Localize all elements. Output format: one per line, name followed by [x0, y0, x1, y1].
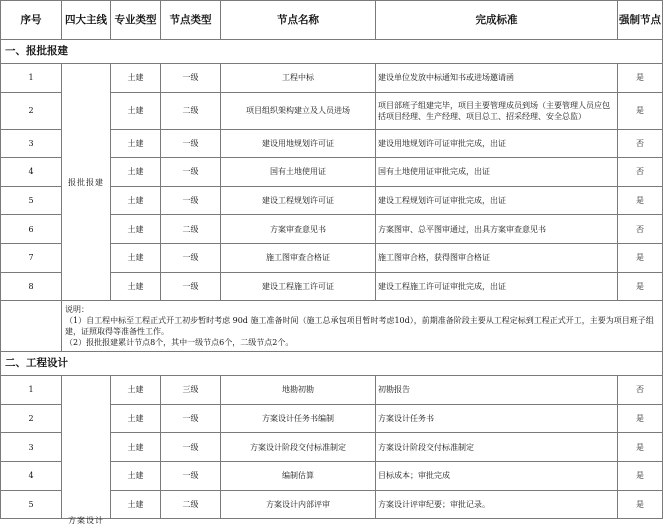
- cell-node-type: 一级: [161, 433, 221, 462]
- cell-main-line: 报批报建: [62, 64, 111, 301]
- cell-specialty: 土建: [111, 215, 161, 244]
- cell-node-name: 建设用地规划许可证: [221, 129, 376, 158]
- cell-node-name: 方案设计内部评审: [221, 490, 376, 519]
- cell-node-name: 方案设计任务书编制: [221, 404, 376, 433]
- cell-standard: 方案设计阶段交付标准制定: [376, 433, 618, 462]
- header-standard: 完成标准: [376, 1, 618, 40]
- cell-specialty: 土建: [111, 490, 161, 519]
- cell-standard: 建设工程施工许可证审批完成，出证: [376, 272, 618, 301]
- cell-seq: 7: [1, 243, 62, 272]
- cell-seq: 1: [1, 64, 62, 93]
- cell-mandatory: 否: [618, 129, 663, 158]
- header-seq: 序号: [1, 1, 62, 40]
- cell-standard: 方案图审、总平图审通过，出具方案审查意见书: [376, 215, 618, 244]
- cell-node-type: 一级: [161, 129, 221, 158]
- cell-node-name: 项目组织架构建立及人员进场: [221, 92, 376, 129]
- cell-seq: 5: [1, 186, 62, 215]
- cell-standard: 施工图审合格，获得图审合格证: [376, 243, 618, 272]
- cell-node-type: 二级: [161, 92, 221, 129]
- cell-node-name: 方案审查意见书: [221, 215, 376, 244]
- cell-standard: 建设用地规划许可证审批完成，出证: [376, 129, 618, 158]
- section-title: 二、工程设计: [1, 352, 663, 376]
- cell-specialty: 土建: [111, 433, 161, 462]
- table-row: [1, 376, 663, 405]
- cell-mandatory: 是: [618, 64, 663, 93]
- cell-seq: 3: [1, 433, 62, 462]
- header-row: [1, 1, 663, 40]
- cell-specialty: 土建: [111, 376, 161, 405]
- cell-standard: 项目部班子组建完毕，项目主要管理成员到场（主要管理人员应包括项目经理、生产经理、项目总工、招采经理、安全总监）: [376, 92, 618, 129]
- cell-standard: 目标成本；审批完成: [376, 461, 618, 490]
- cell-specialty: 土建: [111, 64, 161, 93]
- cell-specialty: 土建: [111, 461, 161, 490]
- cell-node-name: 建设工程规划许可证: [221, 186, 376, 215]
- cell-seq: 3: [1, 129, 62, 158]
- note-line-2: （2）报批报建累计节点8个，其中一级节点6个，二级节点2个。: [65, 338, 294, 348]
- cell-specialty: 土建: [111, 92, 161, 129]
- cell-main-line: [62, 376, 111, 525]
- cell-standard: 建设单位发放中标通知书或进场邀请函: [376, 64, 618, 93]
- cell-node-type: 一级: [161, 272, 221, 301]
- cell-mandatory: 是: [618, 186, 663, 215]
- cell-specialty: 土建: [111, 243, 161, 272]
- cell-node-name: 国有土地使用证: [221, 158, 376, 187]
- cell-mandatory: 是: [618, 490, 663, 519]
- cell-node-type: 三级: [161, 376, 221, 405]
- header-mandatory: 强制节点: [618, 1, 663, 40]
- cell-standard: 国有土地使用证审批完成，出证: [376, 158, 618, 187]
- cell-node-name: 方案设计阶段交付标准制定: [221, 433, 376, 462]
- cell-node-type: 一级: [161, 186, 221, 215]
- cell-mandatory: 否: [618, 158, 663, 187]
- note-label: 说明：: [65, 305, 89, 315]
- header-main-line: 四大主线: [62, 1, 111, 40]
- cell-specialty: 土建: [111, 158, 161, 187]
- note-block: [62, 301, 663, 352]
- cell-node-name: 编制估算: [221, 461, 376, 490]
- note-row: [1, 301, 663, 352]
- cell-node-type: 一级: [161, 461, 221, 490]
- cell-node-type: 一级: [161, 404, 221, 433]
- cell-seq: 2: [1, 404, 62, 433]
- cell-seq: 2: [1, 92, 62, 129]
- header-specialty: 专业类型: [111, 1, 161, 40]
- cell-node-type: 一级: [161, 64, 221, 93]
- cell-standard: 建设工程规划许可证审批完成，出证: [376, 186, 618, 215]
- cell-node-type: 一级: [161, 243, 221, 272]
- cell-node-type: 一级: [161, 158, 221, 187]
- cell-seq: 6: [1, 215, 62, 244]
- cell-specialty: 土建: [111, 272, 161, 301]
- header-node-type: 节点类型: [161, 1, 221, 40]
- cell-standard: 方案设计任务书: [376, 404, 618, 433]
- cell-mandatory: 是: [618, 92, 663, 129]
- cell-node-name: 施工图审查合格证: [221, 243, 376, 272]
- cell-seq: 4: [1, 158, 62, 187]
- cell-node-type: 二级: [161, 490, 221, 519]
- cell-node-type: 二级: [161, 215, 221, 244]
- cell-mandatory: 是: [618, 404, 663, 433]
- cell-specialty: 土建: [111, 186, 161, 215]
- cell-seq: 5: [1, 490, 62, 519]
- cell-specialty: 土建: [111, 404, 161, 433]
- section-title: 一、报批报建: [1, 40, 663, 64]
- header-node-name: 节点名称: [221, 1, 376, 40]
- cell-node-name: 建设工程施工许可证: [221, 272, 376, 301]
- cell-seq: 1: [1, 376, 62, 405]
- cell-node-name: 地勘初勘: [221, 376, 376, 405]
- table-row: [1, 64, 663, 93]
- cell-mandatory: 否: [618, 376, 663, 405]
- cell-seq: 4: [1, 461, 62, 490]
- note-line-1: （1）自工程中标至工程正式开工初步暂时考虑 90d 施工准备时间（施工总承包项目暂时考虑10d），前期准备阶段主要从工程定标到工程正式开工，主要为项目班子组建，证照取得等准备性工作。: [65, 316, 654, 337]
- cell-node-name: 工程中标: [221, 64, 376, 93]
- cell-mandatory: 是: [618, 433, 663, 462]
- cell-standard: 方案设计评审纪要；审批记录。: [376, 490, 618, 519]
- cell-mandatory: 是: [618, 272, 663, 301]
- cell-mandatory: 是: [618, 243, 663, 272]
- cell-standard: 初勘报告: [376, 376, 618, 405]
- group-label: 方案设计: [68, 516, 104, 525]
- cell-seq: 8: [1, 272, 62, 301]
- cell-mandatory: 是: [618, 461, 663, 490]
- cell-mandatory: 否: [618, 215, 663, 244]
- cell-specialty: 土建: [111, 129, 161, 158]
